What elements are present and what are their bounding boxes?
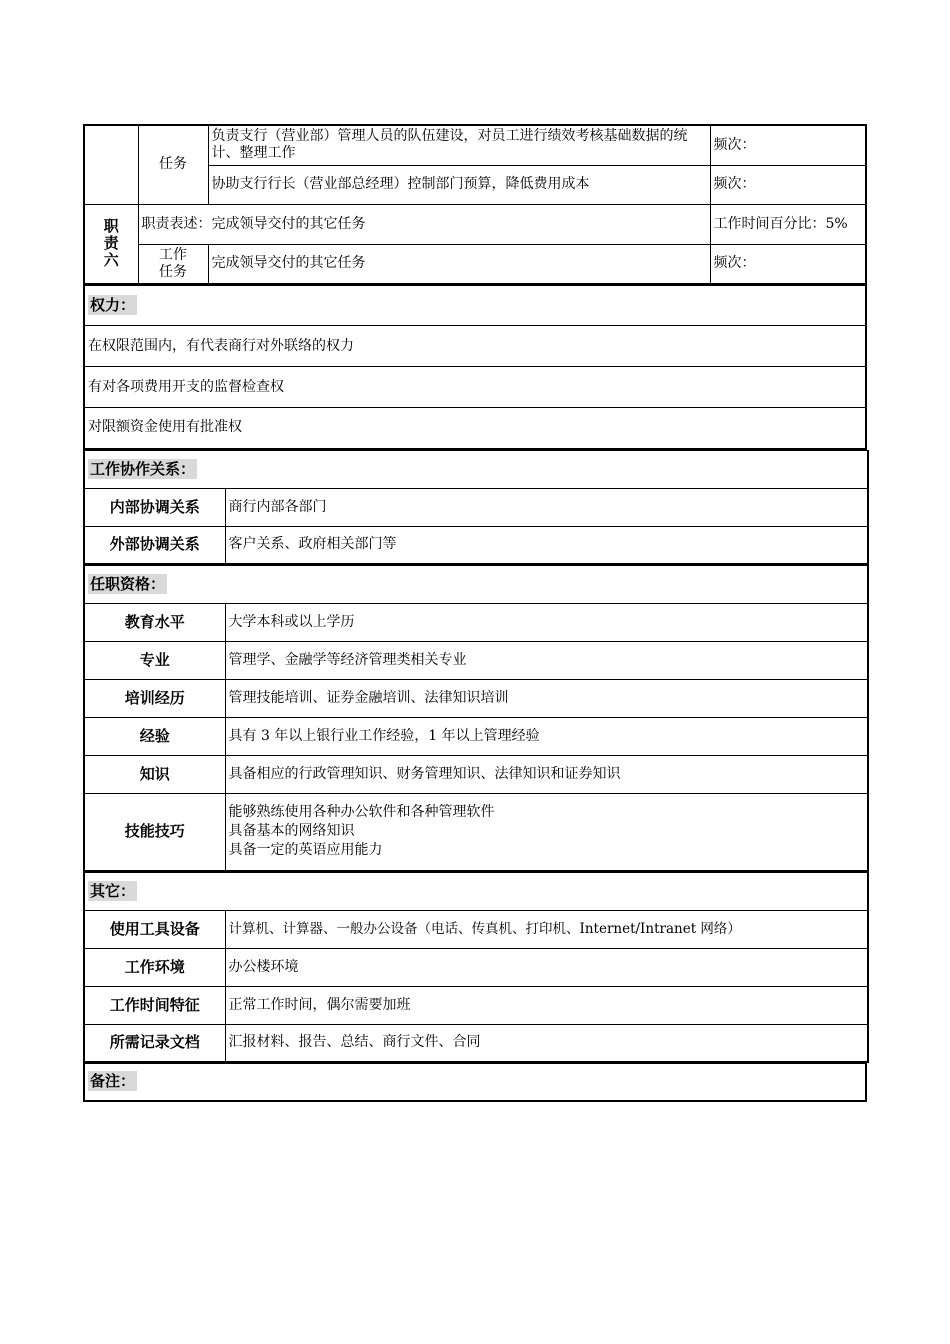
- qualification-value: 具有 3 年以上银行业工作经验，1 年以上管理经验: [225, 718, 868, 756]
- duty6-label-char: 职: [103, 217, 119, 236]
- qualification-value: 大学本科或以上学历: [225, 604, 868, 642]
- relation-label: 外部协调关系: [84, 526, 225, 564]
- duty6-statement: 职责表述：完成领导交付的其它任务: [138, 204, 710, 244]
- skill-line: 能够熟练使用各种办公软件和各种管理软件: [228, 804, 495, 821]
- duty6-label-char: 六: [103, 251, 119, 270]
- skill-line: 具备一定的英语应用能力: [228, 842, 383, 859]
- notes-table: [83, 1063, 867, 1102]
- qualification-label: 知识: [84, 756, 225, 794]
- work-task-label: [138, 244, 208, 284]
- qualification-label: 专业: [84, 642, 225, 680]
- qualification-value: 管理学、金融学等经济管理类相关专业: [225, 642, 868, 680]
- qualification-value: 管理技能培训、证券金融培训、法律知识培训: [225, 680, 868, 718]
- other-label: 工作环境: [84, 948, 225, 986]
- task-desc: 负责支行（营业部）管理人员的队伍建设，对员工进行绩效考核基础数据的统计、整理工作: [208, 125, 710, 165]
- authority-item: 有对各项费用开支的监督检查权: [84, 367, 866, 408]
- other-label: 所需记录文档: [84, 1024, 225, 1062]
- duty6-label: [84, 204, 138, 284]
- notes-section-title: 备注：: [84, 1064, 866, 1101]
- qualification-label: 教育水平: [84, 604, 225, 642]
- task-label: 任务: [138, 125, 208, 204]
- qualification-label: 经验: [84, 718, 225, 756]
- task-freq: 频次：: [710, 125, 866, 165]
- skills-value: [225, 794, 868, 871]
- relations-table: [83, 450, 869, 566]
- duty6-label-char: 责: [103, 234, 119, 253]
- other-value: 正常工作时间，偶尔需要加班: [225, 986, 868, 1024]
- relations-section-title: 工作协作关系：: [84, 450, 868, 488]
- authority-table: [83, 285, 867, 450]
- other-section-title: 其它：: [84, 872, 868, 910]
- duty5-label-cell: [84, 125, 138, 204]
- skills-label: 技能技巧: [84, 794, 225, 871]
- other-label: 工作时间特征: [84, 986, 225, 1024]
- other-table: [83, 872, 869, 1064]
- task-desc: 协助支行行长（营业部总经理）控制部门预算，降低费用成本: [208, 165, 710, 204]
- qualification-label: 培训经历: [84, 680, 225, 718]
- relation-label: 内部协调关系: [84, 488, 225, 526]
- task-freq: 频次：: [710, 165, 866, 204]
- work-task-label-line: 任务: [159, 263, 187, 280]
- authority-item: 对限额资金使用有批准权: [84, 408, 866, 449]
- other-label: 使用工具设备: [84, 910, 225, 948]
- skill-line: 具备基本的网络知识: [228, 823, 355, 840]
- work-task-freq: 频次：: [710, 244, 866, 284]
- relation-value: 商行内部各部门: [225, 488, 868, 526]
- qualification-value: 具备相应的行政管理知识、财务管理知识、法律知识和证券知识: [225, 756, 868, 794]
- other-value: 计算机、计算器、一般办公设备（电话、传真机、打印机、Internet/Intranet 网络）: [225, 910, 868, 948]
- duty6-time-percentage: 工作时间百分比：5%: [710, 204, 866, 244]
- qualifications-table: [83, 565, 869, 872]
- work-task-label-line: 工作: [159, 246, 187, 263]
- duties-table: [83, 124, 867, 285]
- authority-item: 在权限范围内，有代表商行对外联络的权力: [84, 326, 866, 367]
- authority-section-title: 权力：: [84, 286, 866, 326]
- work-task-desc: 完成领导交付的其它任务: [208, 244, 710, 284]
- job-description-document: [83, 124, 867, 1102]
- qualifications-section-title: 任职资格：: [84, 566, 868, 604]
- other-value: 办公楼环境: [225, 948, 868, 986]
- other-value: 汇报材料、报告、总结、商行文件、合同: [225, 1024, 868, 1062]
- relation-value: 客户关系、政府相关部门等: [225, 526, 868, 564]
